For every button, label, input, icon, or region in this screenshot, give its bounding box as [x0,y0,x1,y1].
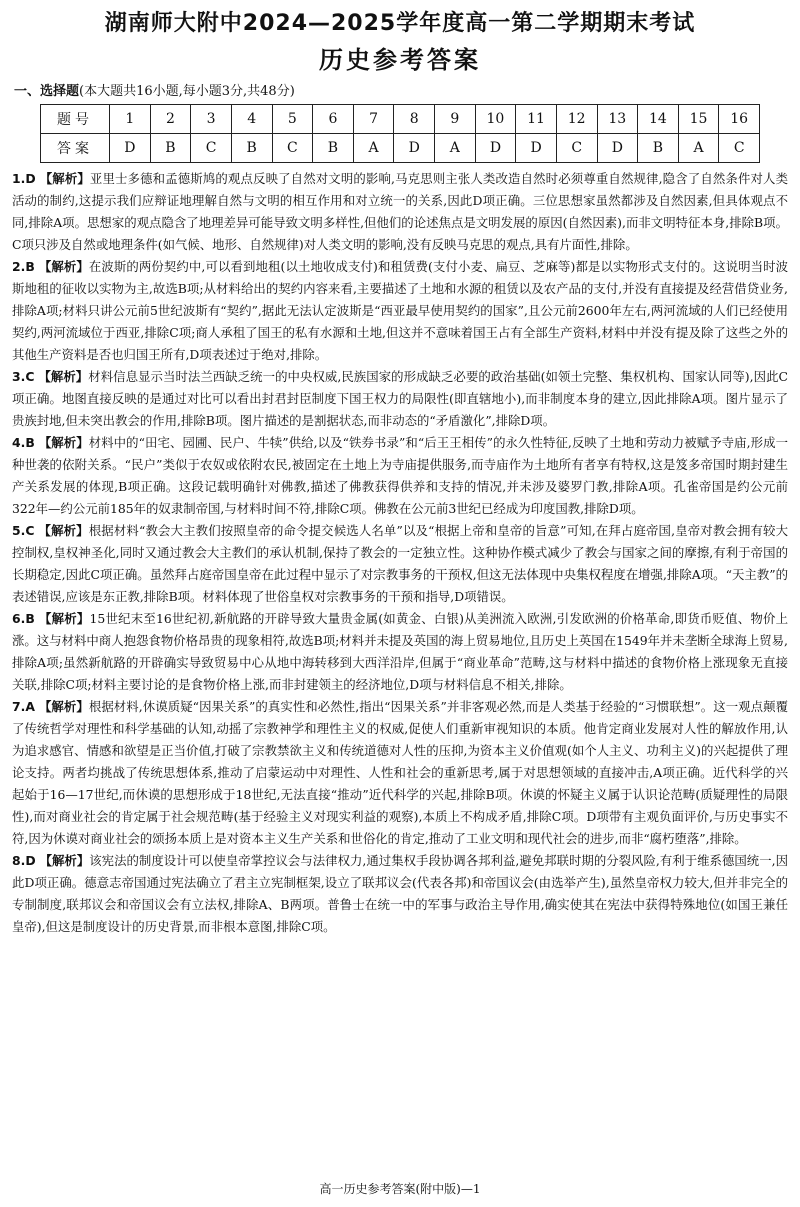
question-number: 15 [678,105,719,134]
answer-cell: A [353,134,394,163]
item-tag: 【解析】 [38,611,90,626]
item-tag: 【解析】 [38,435,89,450]
item-number: 5.C [12,523,35,538]
answer-cell: B [638,134,679,163]
item-tag: 【解析】 [39,853,90,868]
question-number: 2 [150,105,191,134]
answer-cell: D [394,134,435,163]
question-number: 14 [638,105,679,134]
question-number-row [41,105,760,134]
answer-cell: A [678,134,719,163]
explanation-item [12,168,788,256]
item-number: 7.A [12,699,35,714]
answer-cell: C [719,134,760,163]
item-text: 15世纪末至16世纪初,新航路的开辟导致大量贵金属(如黄金、白银)从美洲流入欧洲,引发欧洲的价格革命,即货币贬值、物价上涨。这与材料中商人抱怨食物价格昂贵的现象相符,故选B项;材料并未提及英国的海上贸易地位,且历史上英国在1549年并未垄断全球海上贸易,排除A项;虽然新航路的开辟确实导致贸易中心从地中海转移到大西洋沿岸,但属于“商业革命”范畴,这与材料中描述的食物价格上涨现象无直接关联,排除C项;材料主要讨论的是食物价格上涨,而非封建领主的经济地位,D项与材料信息不相关,排除。 [12,611,788,692]
item-text: 材料中的“田宅、园圃、民户、牛犊”供给,以及“铁券书录”和“后王王相传”的永久性特征,反映了土地和劳动力被赋予寺庙,形成一种世袭的依附关系。“民户”类似于农奴或依附农民,被固定在土地上为寺庙提供服务,而寺庙作为土地所有者享有特权,这是笈多帝国时期封建生产关系发展的体现,B项正确。这段记载明确针对佛教,描述了佛教获得供养和支持的情况,并未涉及婆罗门教,排除A项。孔雀帝国是约公元前322年—约公元前185年的奴隶制帝国,与材料时间不符,排除C项。佛教在公元前3世纪已经成为印度国教,排除D项。 [12,435,788,516]
item-text: 根据材料“教会大主教们按照皇帝的命令提交候选人名单”以及“根据上帝和皇帝的旨意”可知,在拜占庭帝国,皇帝对教会拥有较大控制权,皇权神圣化,同时又通过教会大主教们的承认机制,保持了教会的一定独立性。这种协作模式减少了教会与国家之间的摩擦,有利于帝国的长期稳定,因此C项正确。虽然拜占庭帝国皇帝在此过程中显示了对宗教事务的干预权,但这无法体现中央集权程度在增强,排除A项。“天主教”的表述错误,应该是东正教,排除B项。材料体现了世俗皇权对宗教事务的干预和指导,D项错误。 [12,523,789,604]
question-number: 10 [475,105,516,134]
item-text: 该宪法的制度设计可以使皇帝掌控议会与法律权力,通过集权手段协调各邦利益,避免邦联时期的分裂风险,有利于维系德国统一,因此D项正确。德意志帝国通过宪法确立了君主立宪制框架,设立了联邦议会(代表各邦)和帝国议会(由选举产生),虽然皇帝权力较大,但并非完全的专制制度,联邦议会和帝国议会有立法权,排除A、B两项。普鲁士在统一中的军事与政治主导作用,确实使其在宪法中获得特殊地位(如国王兼任皇帝),但这是制度设计的历史背景,而非根本意图,排除C项。 [12,853,788,934]
section-note: (本大题共16小题,每小题3分,共48分) [79,84,295,99]
question-number: 13 [597,105,638,134]
row-label-number: 题号 [41,105,110,134]
question-number: 16 [719,105,760,134]
answer-cell: C [556,134,597,163]
question-number: 11 [516,105,557,134]
question-number: 4 [231,105,272,134]
answer-cell: D [516,134,557,163]
explanation-item [12,366,788,432]
item-number: 8.D [12,853,36,868]
question-number: 6 [313,105,354,134]
answer-cell: B [150,134,191,163]
item-number: 3.C [12,369,35,384]
explanation-item [12,520,788,608]
explanation-item [12,696,788,850]
answer-row [41,134,760,163]
item-tag: 【解析】 [38,369,89,384]
answer-cell: B [313,134,354,163]
section-heading [14,80,295,99]
explanation-item [12,608,788,696]
item-text: 材料信息显示当时法兰西缺乏统一的中央权威,民族国家的形成缺乏必要的政治基础(如领土完整、集权机构、国家认同等),因此C项正确。地图直接反映的是通过对比可以看出封君封臣制度下国王权力的局限性(即直辖地小),而非制度本身的建立,因此排除A项。图片显示了贵族封地,但未突出教会的作用,排除B项。图片描述的是割据状态,而非动态的“矛盾激化”,排除D项。 [12,369,789,428]
item-text: 亚里士多德和孟德斯鸠的观点反映了自然对文明的影响,马克思则主张人类改造自然时必须尊重自然规律,隐含了自然条件对人类活动的制约,这提示我们应辩证地理解自然与文明的相互作用和对立统一的关系,因此D项正确。三位思想家虽然都涉及自然因素,但具体观点不同,排除A项。思想家的观点隐含了地理差异可能导致文明多样性,但他们的论述焦点是文明发展的原因(自然因素),而非文明特征本身,排除B项。C项只涉及自然或地理条件(如气候、地形、自然规律)对人类文明的影响,没有反映马克思的观点,具有片面性,排除。 [12,171,788,252]
item-text: 在波斯的两份契约中,可以看到地租(以土地收成支付)和租赁费(支付小麦、扁豆、芝麻等)都是以实物形式支付的。这说明当时波斯地租的征收以实物为主,故选B项;从材料给出的契约内容来看,主要描述了土地和水源的租赁以及农产品的支付,并没有直接提及经营借贷业务,排除A项;材料只讲公元前5世纪波斯有“契约”,据此无法认定波斯是“西亚最早使用契约的国家”,且公元前2600年左右,两河流域的人们已经使用契约,两河流域位于西亚,排除C项;商人承租了国王的私有水源和土地,但这并不意味着国王占有全部生产资料,材料中并没有提及除了这些之外的其他生产资料是否也归国王所有,D项表述过于绝对,排除。 [12,259,788,362]
page-title: 湖南师大附中2024—2025学年度高一第二学期期末考试 [104,11,696,36]
answer-cell: D [110,134,151,163]
answer-cell: C [191,134,232,163]
item-tag: 【解析】 [38,523,89,538]
row-label-answer: 答案 [41,134,110,163]
answer-cell: C [272,134,313,163]
question-number: 7 [353,105,394,134]
answer-table [40,104,760,163]
item-number: 4.B [12,435,35,450]
item-number: 6.B [12,611,35,626]
item-text: 根据材料,休谟质疑“因果关系”的真实性和必然性,指出“因果关系”并非客观必然,而是人类基于经验的“习惯联想”。这一观点颠覆了传统哲学对理性和科学基础的认知,动摇了宗教神学和理性主义的权威,促使人们重新审视知识的本质。他肯定商业发展对人性的解放作用,认为追求感官、情感和欲望是正当价值,打破了宗教禁欲主义和传统道德对人性的压抑,为资本主义价值观(如个人主义、功利主义)的兴起提供了理论支持。两者均挑战了传统思想体系,推动了启蒙运动中对理性、人性和社会的重新思考,属于对思想领域的直接冲击,A项正确。近代科学的兴起始于16—17世纪,而休谟的思想形成于18世纪,无法直接“推动”近代科学的兴起,排除B项。休谟的怀疑主义属于认识论范畴(质疑理性的局限性),而对商业社会的肯定属于社会规范畴(基于经验主义对现实利益的观察),本质上不构成矛盾,排除C项。D项带有主观负面评价,与历史事实不符,因为休谟对商业社会的颂扬本质上是对资本主义生产关系和世俗化的肯定,推动了工业文明和现代社会的进步,而非“腐朽堕落”,排除。 [12,699,788,846]
question-number: 5 [272,105,313,134]
question-number: 12 [556,105,597,134]
answer-cell: D [597,134,638,163]
explanations [12,168,788,938]
item-number: 1.D [12,171,36,186]
section-label: 一、选择题 [14,84,80,99]
item-number: 2.B [12,259,35,274]
answer-cell: B [231,134,272,163]
explanation-item [12,256,788,366]
page-subtitle: 历史参考答案 [319,46,481,74]
item-tag: 【解析】 [38,699,89,714]
page-footer: 高一历史参考答案(附中版)—1 [319,1182,481,1196]
question-number: 9 [435,105,476,134]
answer-cell: A [435,134,476,163]
explanation-item [12,432,788,520]
question-number: 8 [394,105,435,134]
question-number: 3 [191,105,232,134]
question-number: 1 [110,105,151,134]
item-tag: 【解析】 [39,171,90,186]
item-tag: 【解析】 [38,259,89,274]
explanation-item [12,850,788,938]
answer-cell: D [475,134,516,163]
